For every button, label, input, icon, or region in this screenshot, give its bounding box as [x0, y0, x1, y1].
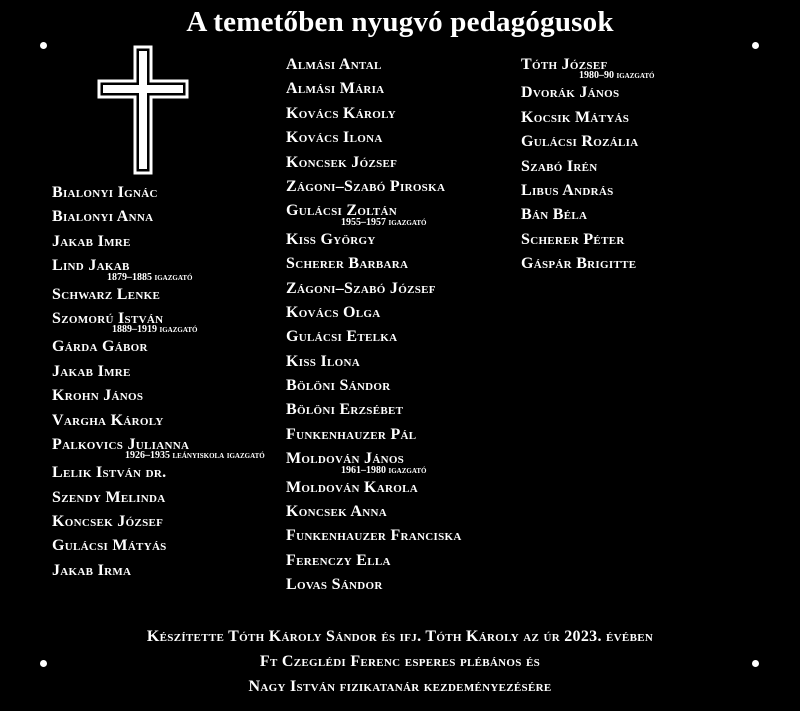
teacher-name: Kovács Károly — [286, 104, 397, 122]
teacher-name: Gulácsi Mátyás — [52, 537, 167, 555]
teacher-name: Tóth József — [521, 56, 608, 73]
teacher-name: Scherer Péter — [521, 230, 625, 248]
teacher-name: Gárda Gábor — [52, 338, 148, 356]
teacher-name: Gulácsi Etelka — [286, 328, 398, 346]
teacher-name: Bölöni Sándor — [286, 377, 391, 395]
teacher-name: Gulácsi Zoltán — [286, 202, 397, 220]
names-column-2 — [286, 53, 462, 598]
teacher-name: Scherer Barbara — [286, 255, 409, 273]
teacher-name: Gáspár Brigitte — [521, 255, 637, 273]
teacher-name: Bán Béla — [521, 206, 588, 224]
teacher-name: Kiss Ilona — [286, 352, 360, 370]
teacher-name: Krohn János — [52, 387, 144, 405]
teacher-note: 1961–1980 igazgató — [341, 464, 427, 476]
teacher-name: Vargha Károly — [52, 411, 164, 429]
teacher-name: Kovács Ilona — [286, 129, 383, 147]
teacher-name: Funkenhauzer Pál — [286, 425, 417, 443]
teacher-name: Szomorú István — [52, 309, 164, 327]
teacher-name: Szendy Melinda — [52, 488, 166, 506]
teacher-name: Gulácsi Rozália — [521, 133, 639, 151]
screw-top-left — [40, 42, 47, 49]
teacher-name: Schwarz Lenke — [52, 285, 161, 303]
teacher-name: Bialonyi Anna — [52, 208, 154, 226]
teacher-name: Kocsik Mátyás — [521, 108, 630, 126]
teacher-name: Kiss György — [286, 230, 376, 248]
teacher-name: Jakab Imre — [52, 232, 131, 250]
footer-line-3: Nagy István fizikatanár kezdeményezésére — [248, 678, 552, 695]
teacher-name: Szabó Irén — [521, 157, 598, 175]
teacher-name: Jakab Irma — [52, 561, 132, 579]
teacher-name: Libus András — [521, 181, 614, 199]
teacher-name: Almási Antal — [286, 56, 382, 73]
teacher-name: Bialonyi Ignác — [52, 184, 158, 201]
teacher-name: Zágoni–Szabó József — [286, 279, 436, 297]
names-column-1 — [52, 181, 265, 583]
teacher-note: 1926–1935 leányiskola igazgató — [125, 450, 265, 462]
teacher-note: 1955–1957 igazgató — [341, 216, 427, 228]
teacher-name: Moldován Karola — [286, 478, 418, 496]
teacher-note: 1889–1919 igazgató — [112, 324, 198, 336]
teacher-name: Koncsek József — [286, 153, 398, 171]
teacher-name: Lind Jakab — [52, 257, 130, 275]
teacher-name: Funkenhauzer Franciska — [286, 527, 462, 545]
teacher-name: Dvorák János — [521, 84, 620, 102]
teacher-name: Lovas Sándor — [286, 576, 383, 594]
teacher-name: Kovács Olga — [286, 303, 381, 321]
teacher-name: Bölöni Erzsébet — [286, 401, 404, 419]
footer-line-1: Készítette Tóth Károly Sándor és ifj. Tóth Károly az úr 2023. évében — [146, 628, 654, 645]
teacher-name: Koncsek József — [52, 513, 164, 531]
teacher-name: Koncsek Anna — [286, 503, 388, 521]
screw-top-right — [752, 42, 759, 49]
teacher-name: Zágoni–Szabó Piroska — [286, 177, 446, 195]
plaque-title: A temetőben nyugvó pedagógusok — [186, 6, 614, 38]
teacher-name: Almási Mária — [286, 80, 385, 98]
teacher-note: 1980–90 igazgató — [579, 70, 655, 82]
teacher-name: Ferenczy Ella — [286, 551, 391, 569]
cross-icon — [97, 45, 189, 175]
teacher-note: 1879–1885 igazgató — [107, 271, 193, 283]
footer-line-2: Ft Czeglédi Ferenc esperes plébános és — [259, 653, 541, 670]
names-column-3 — [521, 53, 655, 277]
teacher-name: Moldován János — [286, 450, 405, 468]
teacher-name: Jakab Imre — [52, 362, 131, 380]
teacher-name: Palkovics Julianna — [52, 435, 190, 453]
teacher-name: Lelik István dr. — [52, 464, 167, 482]
